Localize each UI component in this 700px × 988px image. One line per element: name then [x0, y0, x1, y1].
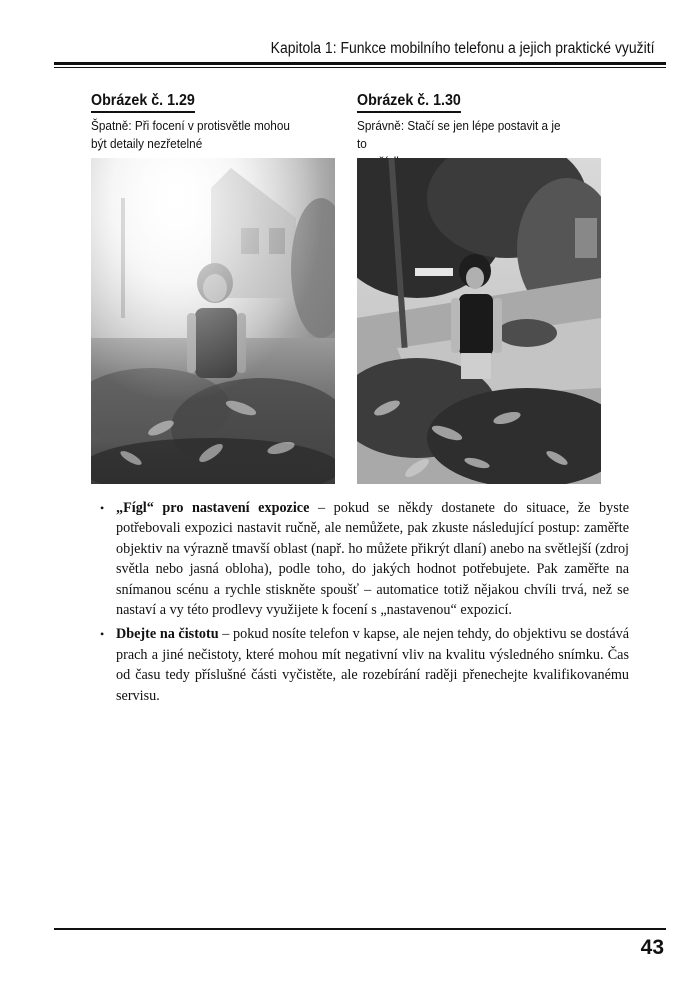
page-number: 43	[640, 936, 664, 959]
figure-1-29-caption	[91, 92, 321, 153]
list-item	[100, 498, 629, 620]
running-head: Kapitola 1: Funkce mobilního telefonu a jejich praktické využití	[270, 40, 654, 57]
caption-line: Špatně: Při focení v protisvětle mohou	[91, 118, 290, 133]
tip-text: – pokud nosíte telefon v kapse, ale nejen tehdy, do objektivu se dostává prach a jiné nečistoty, které mohou mít negativní vliv na kvalitu výsledného snímku. Čas od času tedy příslušné části vyčistěte, ale rozebírání raději přenechejte kvalifikovanému servisu.	[116, 626, 630, 704]
caption-line: být detaily nezřetelné	[91, 136, 203, 151]
figure-title: Obrázek č. 1.30	[357, 92, 461, 113]
list-item	[100, 624, 630, 706]
header-rule-thin	[54, 67, 666, 68]
header-rule	[54, 62, 666, 65]
bullet-marker: •	[100, 627, 105, 642]
footer-rule	[54, 928, 666, 930]
tip-text: – pokud se někdy dostanete do situace, že byste potřebovali expozici nastavit ručně, ale nemůžete, pak zkuste následující postup: zaměřte objektiv na výrazně tmavší oblast (např. ho můžete přikrýt dlaní) anebo na světlejší (zdroj světla nebo jasná obloha), podle toho, do jakých hodnot potřebujete. Pak zaměřte na snímanou scénu a rychle stiskněte spoušť – automatice totiž nějakou chvíli trvá, než se nastaví a vy této prodlevy využijete k focení s „nastavenou“ expozicí.	[116, 500, 629, 619]
tips-list	[100, 498, 630, 710]
caption-line: Správně: Stačí se jen lépe postavit a je to	[357, 118, 561, 151]
photo-backlit	[91, 158, 335, 484]
bullet-marker: •	[100, 501, 105, 515]
photo-correct	[357, 158, 601, 484]
tip-heading: Dbejte na čistotu	[116, 626, 219, 643]
figure-title: Obrázek č. 1.29	[91, 92, 195, 113]
figure-caption	[91, 117, 303, 153]
tip-heading: „Fígl“ pro nastavení expozice	[116, 500, 310, 516]
